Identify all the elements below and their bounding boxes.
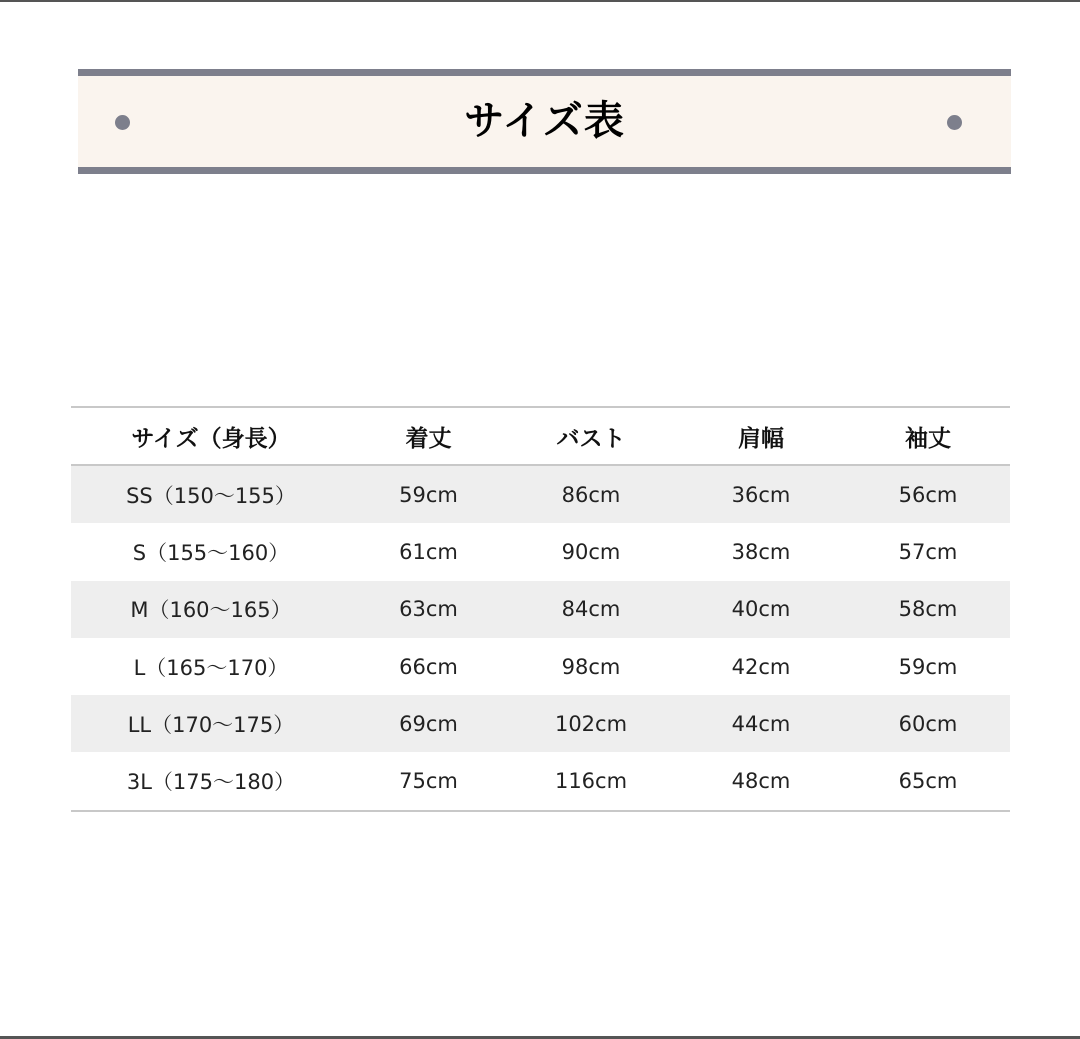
cell-length: 66cm [399, 654, 458, 679]
cell-bust: 86cm [561, 482, 621, 507]
cell-size: LL（170〜175） [127, 712, 295, 737]
cell-sleeve: 57cm [898, 539, 958, 564]
page-title: サイズ表 [464, 98, 625, 144]
table-header-row [71, 408, 1010, 466]
cell-bust: 84cm [561, 597, 621, 622]
cell-bust: 98cm [561, 654, 621, 679]
cell-sleeve: 58cm [898, 597, 958, 622]
cell-shoulder: 38cm [731, 539, 791, 564]
cell-sleeve: 56cm [898, 482, 958, 507]
table-row [71, 581, 1010, 638]
banner-bottom-bar [78, 167, 1011, 174]
cell-size: S（155〜160） [132, 540, 290, 565]
header-shoulder: 肩幅 [738, 425, 784, 452]
header-length: 着丈 [405, 425, 452, 452]
cell-size: SS（150〜155） [126, 483, 296, 508]
cell-sleeve: 60cm [898, 711, 958, 736]
cell-length: 63cm [399, 597, 458, 622]
header-size-height: サイズ（身長） [131, 425, 291, 452]
top-edge-line [0, 0, 1080, 2]
size-table [71, 406, 1010, 812]
cell-shoulder: 48cm [731, 769, 791, 794]
table-row [71, 638, 1010, 695]
title-banner [78, 69, 1011, 174]
cell-length: 69cm [399, 711, 458, 736]
cell-shoulder: 36cm [731, 482, 791, 507]
cell-bust: 116cm [554, 769, 628, 794]
cell-bust: 90cm [561, 539, 621, 564]
cell-length: 61cm [399, 539, 458, 564]
cell-length: 75cm [399, 769, 458, 794]
cell-length: 59cm [399, 482, 458, 507]
banner-top-bar [78, 69, 1011, 76]
table-row [71, 466, 1010, 523]
cell-bust: 102cm [554, 711, 628, 736]
table-row [71, 523, 1010, 580]
cell-sleeve: 65cm [898, 769, 958, 794]
cell-shoulder: 40cm [731, 597, 791, 622]
header-sleeve: 袖丈 [905, 425, 951, 452]
header-bust: バスト [556, 425, 626, 452]
cell-size: 3L（175〜180） [126, 770, 296, 795]
cell-shoulder: 44cm [731, 711, 791, 736]
cell-size: L（165〜170） [133, 655, 289, 680]
table-row [71, 752, 1010, 809]
cell-size: M（160〜165） [130, 598, 292, 623]
cell-sleeve: 59cm [898, 654, 958, 679]
table-row [71, 695, 1010, 752]
cell-shoulder: 42cm [731, 654, 791, 679]
